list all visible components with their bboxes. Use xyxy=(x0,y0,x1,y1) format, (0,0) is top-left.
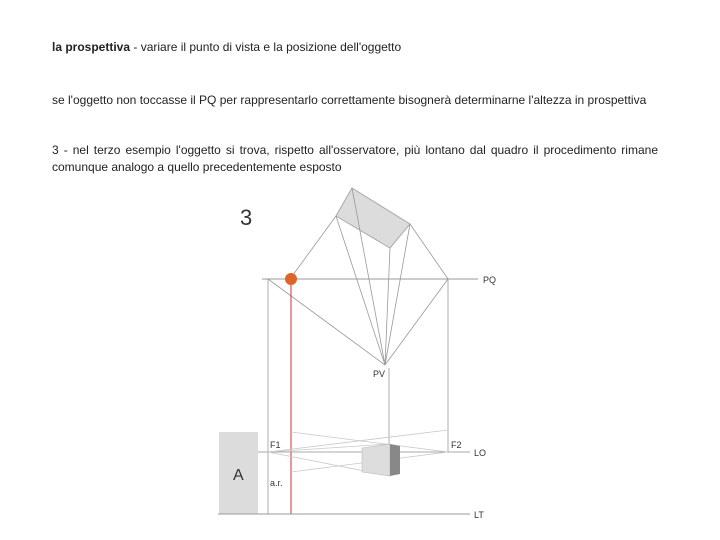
figure-number: 3 xyxy=(240,205,253,230)
label-object: A xyxy=(233,467,244,484)
cube-left-face xyxy=(362,444,390,476)
label-pv: PV xyxy=(373,369,386,379)
label-lt: LT xyxy=(474,510,484,520)
vanishing-construction xyxy=(268,279,448,365)
label-ar: a.r. xyxy=(270,478,283,488)
label-lo: LO xyxy=(474,448,487,458)
vertical-projections xyxy=(268,279,448,514)
title-rest: - variare il punto di vista e la posizione dell'oggetto xyxy=(130,40,402,54)
label-f1: F1 xyxy=(270,440,281,450)
object-plan-view xyxy=(336,188,410,248)
title-bold: la prospettiva xyxy=(52,40,131,54)
label-f2: F2 xyxy=(451,440,462,450)
perspective-lines xyxy=(268,430,448,476)
label-pq: PQ xyxy=(483,275,497,285)
marker-dot xyxy=(285,273,297,285)
paragraph-2: 3 - nel terzo esempio l'oggetto si trova, rispetto all'osservatore, più lontano dal quadro il procedimento rimane comunque analogo a quello precedentemente esposto xyxy=(52,143,658,174)
paragraph-1: se l'oggetto non toccasse il PQ per rappresentarlo correttamente bisognerà determinarne l'altezza in prospettiva xyxy=(52,93,647,107)
cube-right-face xyxy=(390,444,400,476)
